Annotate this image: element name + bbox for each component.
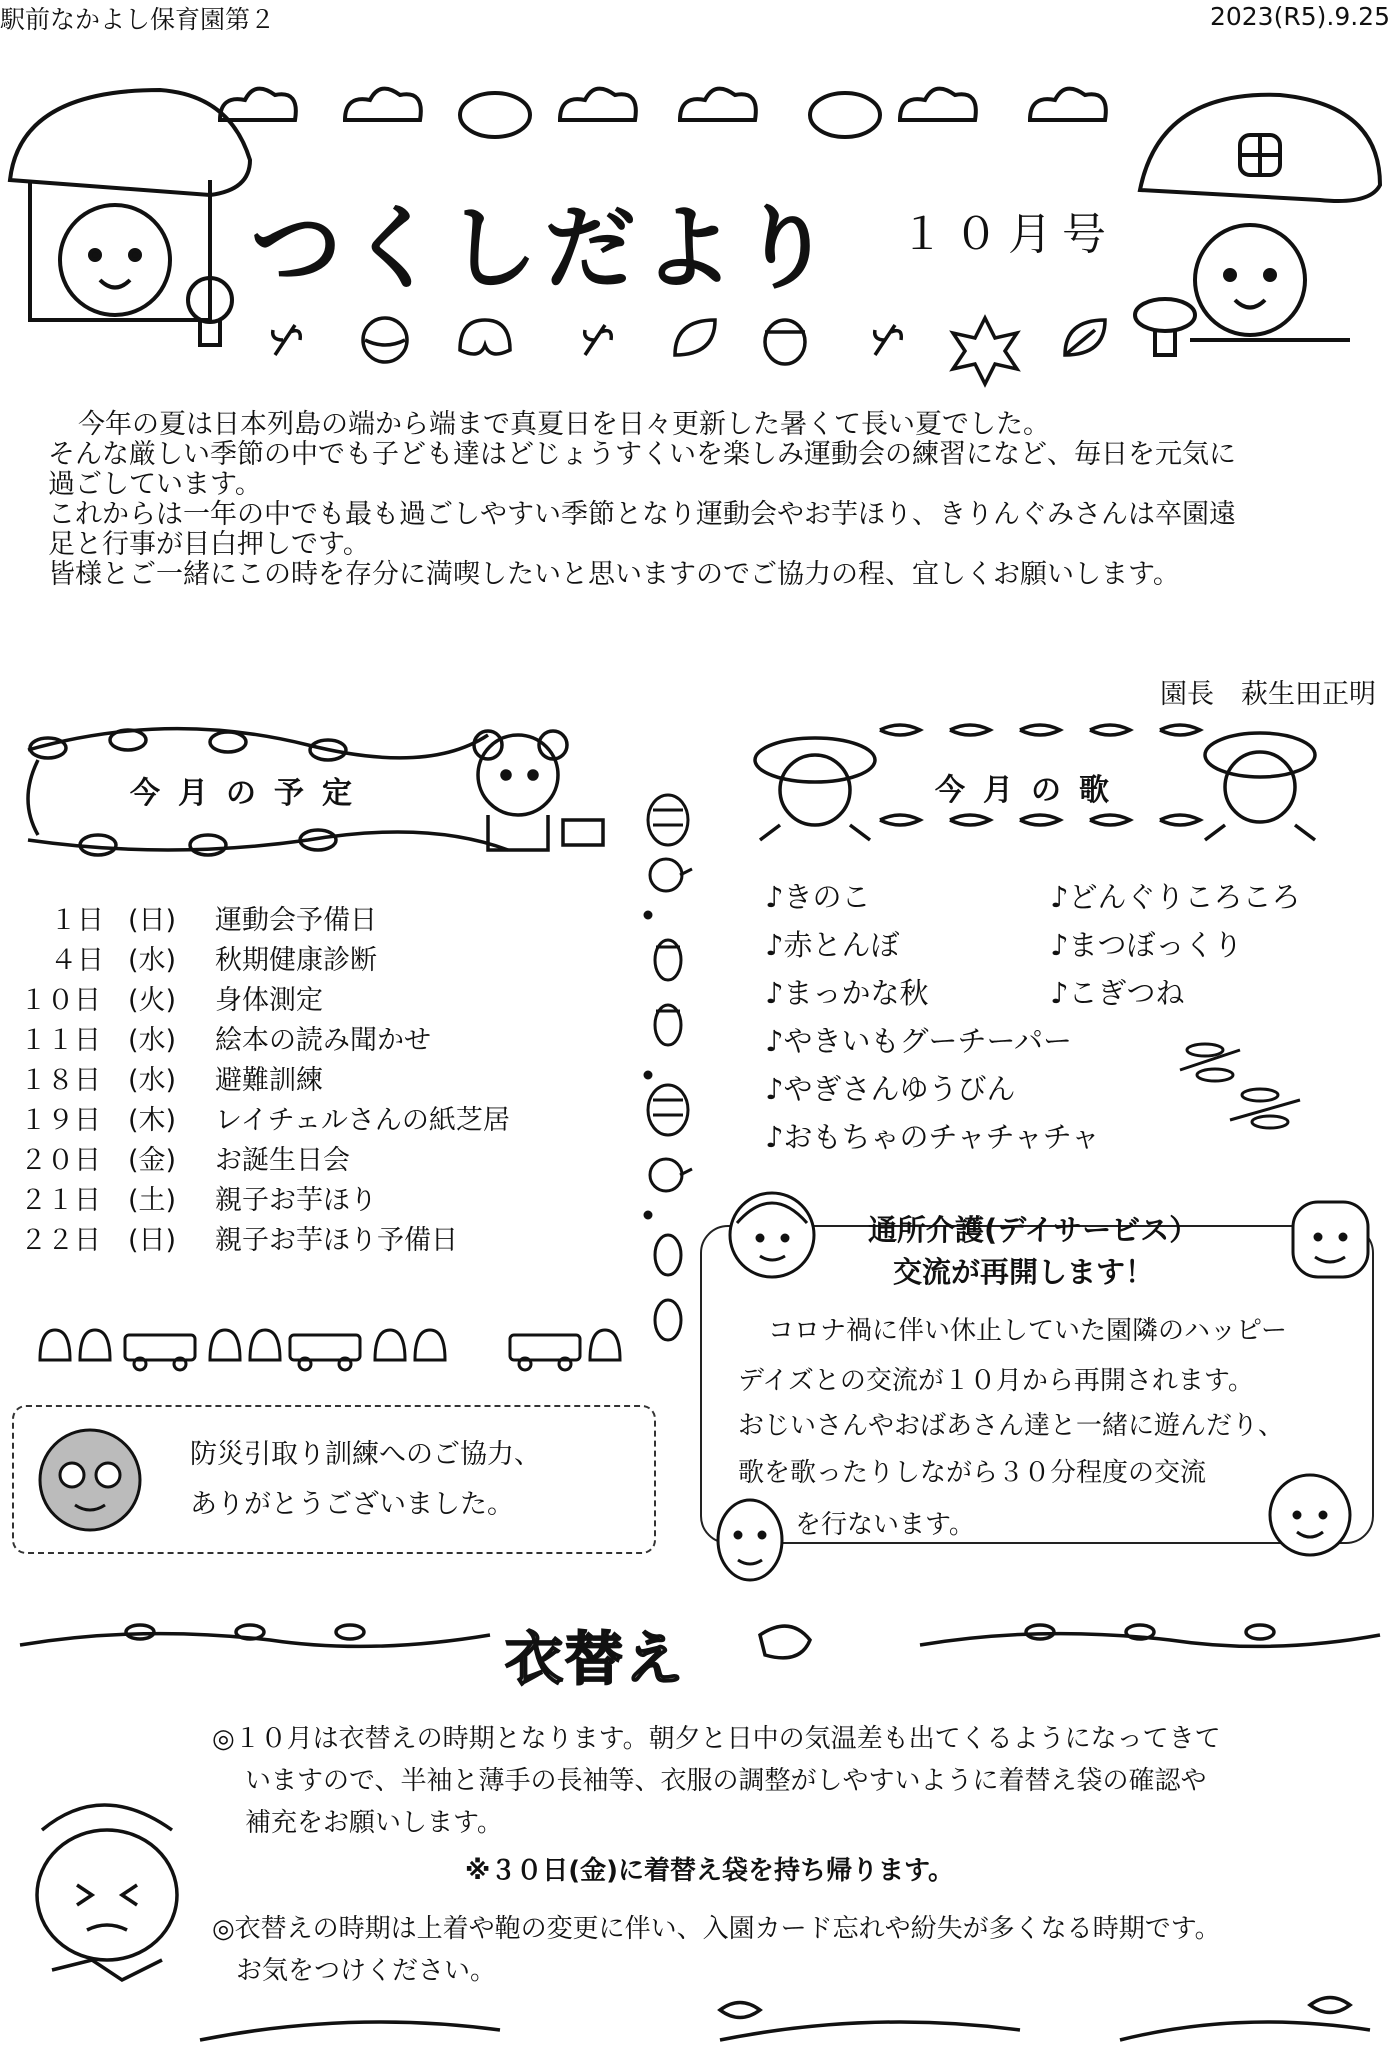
schedule-day: ２１日 bbox=[20, 1185, 101, 1216]
koromogae-heading: 衣替え bbox=[505, 1625, 686, 1693]
schedule-event: 親子お芋ほり予備日 bbox=[215, 1225, 458, 1256]
schedule-event: レイチェルさんの紙芝居 bbox=[215, 1105, 510, 1136]
schedule-event: 運動会予備日 bbox=[215, 905, 377, 936]
grandfather-icon bbox=[1285, 1192, 1380, 1287]
schedule-day: １日 bbox=[50, 905, 104, 936]
song-item: ♪まつぼっくり bbox=[1050, 928, 1243, 962]
schedule-weekday: (金) bbox=[128, 1145, 177, 1176]
schedule-event: 絵本の読み聞かせ bbox=[215, 1025, 431, 1056]
schedule-weekday: (木) bbox=[128, 1105, 177, 1136]
acorn-column-decoration bbox=[638, 775, 698, 1345]
grandfather-icon bbox=[710, 1495, 790, 1585]
koromogae-line: ◎１０月は衣替えの時期となります。朝夕と日中の気温差も出てくるようになってきて bbox=[212, 1724, 1221, 1754]
schedule-event: 避難訓練 bbox=[215, 1065, 323, 1096]
koromogae-line: ◎衣替えの時期は上着や鞄の変更に伴い、入園カード忘れや紛失が多くなる時期です。 bbox=[212, 1914, 1221, 1944]
song-item: ♪やきいもグーチーパー bbox=[765, 1024, 1073, 1058]
schedule-weekday: (日) bbox=[128, 1225, 177, 1256]
grandfather-icon bbox=[30, 1420, 150, 1540]
schedule-weekday: (火) bbox=[128, 985, 177, 1016]
koromogae-line: いますので、半袖と薄手の長袖等、衣服の調整がしやすいように着替え袋の確認や bbox=[245, 1766, 1207, 1796]
clouds-decoration bbox=[200, 80, 1200, 150]
schedule-day: １０日 bbox=[20, 985, 101, 1016]
schedule-weekday: (土) bbox=[128, 1185, 177, 1216]
bottom-leaves-decoration bbox=[200, 1990, 1380, 2048]
song-item: ♪きのこ bbox=[765, 880, 871, 914]
grandmother-icon bbox=[725, 1188, 820, 1283]
schedule-day: １１日 bbox=[20, 1025, 101, 1056]
song-item: ♪やぎさんゆうびん bbox=[765, 1072, 1016, 1106]
dragonfly-icon bbox=[1170, 1030, 1320, 1130]
day-service-line: デイズとの交流が１０月から再開されます。 bbox=[738, 1366, 1254, 1396]
nursery-name: 駅前なかよし保育園第２ bbox=[0, 5, 276, 34]
intro-paragraph: 皆様とご一緒にこの時を存分に満喫したいと思いますのでご協力の程、宜しくお願いします。 bbox=[48, 559, 1180, 590]
song-item: ♪赤とんぼ bbox=[765, 928, 900, 962]
mushroom-house-girl-illustration bbox=[1130, 80, 1390, 370]
song-item: ♪こぎつね bbox=[1050, 976, 1185, 1010]
schedule-day: ２２日 bbox=[20, 1225, 101, 1256]
intro-paragraph: 足と行事が目白押しです。 bbox=[48, 529, 370, 560]
principal-signature: 園長 萩生田正明 bbox=[1160, 679, 1376, 710]
songs-heading: 今月の歌 bbox=[935, 773, 1127, 808]
schedule-weekday: (水) bbox=[128, 945, 177, 976]
schedule-day: ４日 bbox=[50, 945, 104, 976]
koromogae-notice: ※３０日(金)に着替え袋を持ち帰ります。 bbox=[465, 1856, 954, 1886]
day-service-title: 通所介護(デイサービス） bbox=[868, 1213, 1199, 1247]
schedule-event: 身体測定 bbox=[215, 985, 323, 1016]
schedule-day: １８日 bbox=[20, 1065, 101, 1096]
schedule-weekday: (水) bbox=[128, 1065, 177, 1096]
song-item: ♪まっかな秋 bbox=[765, 976, 929, 1010]
issue-label: １０月号 bbox=[900, 209, 1116, 260]
grandmother-icon bbox=[1265, 1470, 1355, 1560]
schedule-day: ２０日 bbox=[20, 1145, 101, 1176]
schedule-weekday: (日) bbox=[128, 905, 177, 936]
day-service-line: おじいさんやおばあさん達と一緒に遊んだり、 bbox=[738, 1411, 1285, 1441]
mushroom-house-boy-illustration bbox=[0, 70, 260, 360]
sweating-boy-illustration bbox=[12, 1790, 212, 1990]
schedule-event: お誕生日会 bbox=[215, 1145, 350, 1176]
thanks-line-1: 防災引取り訓練へのご協力、 bbox=[190, 1439, 541, 1470]
intro-text bbox=[48, 410, 1236, 590]
intro-paragraph: そんな厳しい季節の中でも子ども達はどじょうすくいを楽しみ運動会の練習になど、毎日を元気に bbox=[48, 439, 1236, 470]
thanks-line-2: ありがとうございました。 bbox=[190, 1489, 514, 1520]
song-item: ♪どんぐりころころ bbox=[1050, 880, 1301, 914]
song-item: ♪おもちゃのチャチャチャ bbox=[765, 1120, 1100, 1154]
schedule-weekday: (水) bbox=[128, 1025, 177, 1056]
schedule-heading: 今月の予定 bbox=[130, 776, 370, 811]
autumn-leaves-decoration bbox=[265, 310, 1125, 370]
day-service-line: を行ないます。 bbox=[795, 1510, 975, 1540]
day-service-subtitle: 交流が再開します！ bbox=[893, 1255, 1155, 1289]
newsletter-title: つくしだより bbox=[250, 195, 839, 302]
issue-date: 2023(R5).9.25 bbox=[1209, 2, 1390, 31]
intro-paragraph: 今年の夏は日本列島の端から端まで真夏日を日々更新した暑くて長い夏でした。 bbox=[78, 409, 1050, 440]
vine-divider bbox=[20, 1610, 1380, 1680]
koromogae-line: お気をつけください。 bbox=[236, 1956, 497, 1986]
schedule-event: 親子お芋ほり bbox=[215, 1185, 377, 1216]
intro-paragraph: 過ごしています。 bbox=[48, 469, 262, 500]
fire-truck-decoration bbox=[30, 1320, 630, 1375]
schedule-event: 秋期健康診断 bbox=[215, 945, 377, 976]
koromogae-line: 補充をお願いします。 bbox=[245, 1808, 503, 1838]
day-service-line: 歌を歌ったりしながら３０分程度の交流 bbox=[738, 1458, 1207, 1488]
intro-paragraph: これからは一年の中でも最も過ごしやすい季節となり運動会やお芋ほり、きりんぐみさんは卒園遠 bbox=[48, 499, 1236, 530]
schedule-day: １９日 bbox=[20, 1105, 101, 1136]
day-service-line: コロナ禍に伴い休止していた園隣のハッピー bbox=[768, 1316, 1287, 1346]
